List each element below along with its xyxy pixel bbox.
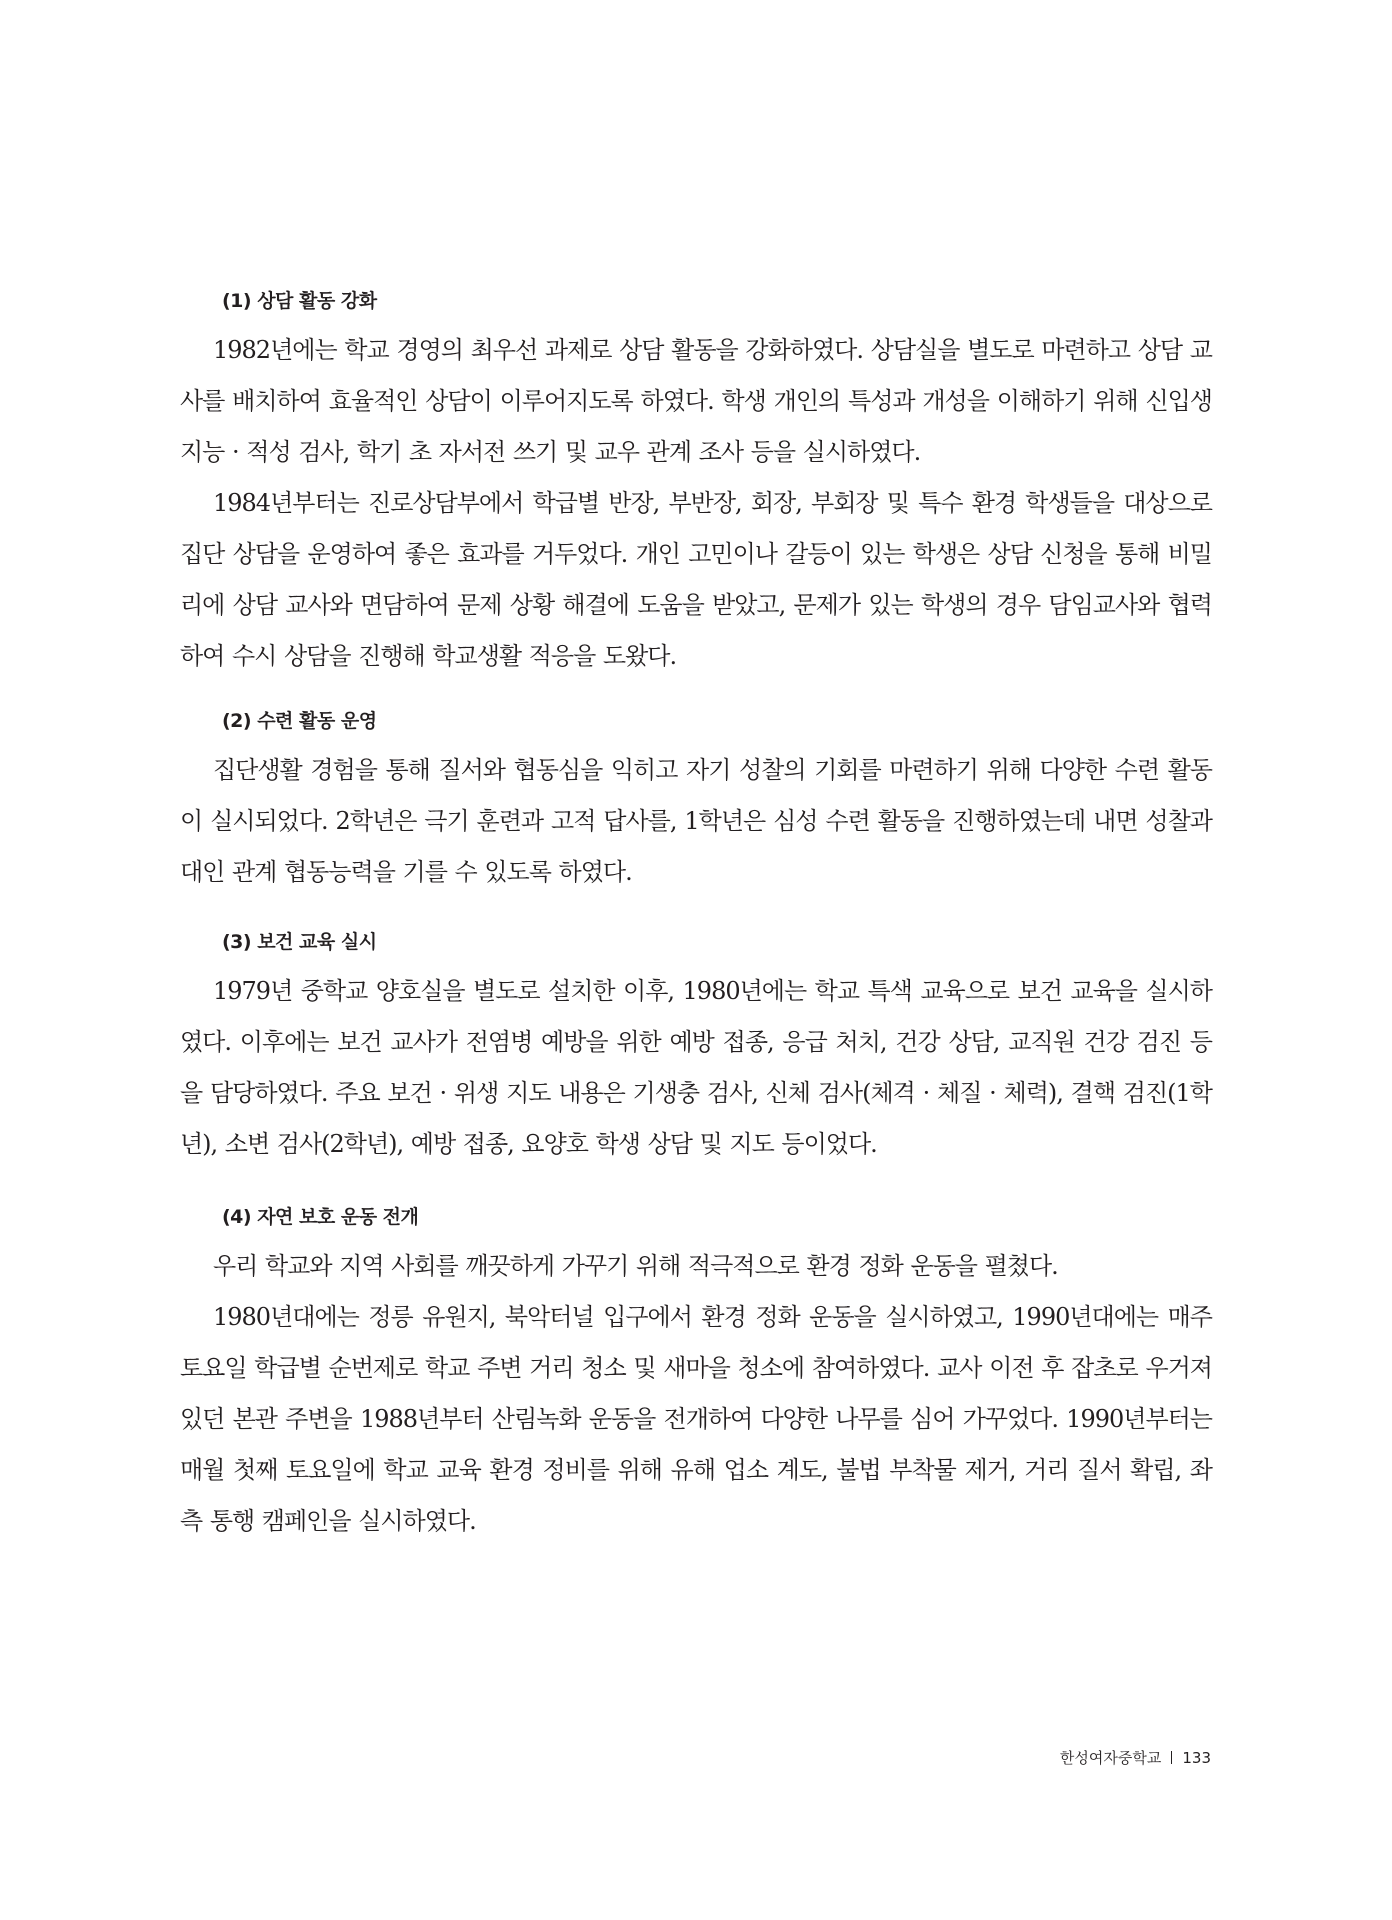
- section-nature-protection: [180, 1205, 1212, 1547]
- section-paragraph: 우리 학교와 지역 사회를 깨끗하게 가꾸기 위해 적극적으로 환경 정화 운동을 펼쳤다.: [213, 1252, 1058, 1280]
- section-health-education: [180, 930, 1212, 1170]
- section-paragraph: 1982년에는 학교 경영의 최우선 과제로 상담 활동을 강화하였다. 상담실을 별도로 마련하고 상담 교사를 배치하여 효율적인 상담이 이루어지도록 하였다. 학생 개인의 특성과 개성을 이해하기 위해 신입생 지능 · 적성 검사, 학기 초 자서전 쓰기 및 교우 관계 조사 등을 실시하였다.: [180, 336, 1212, 466]
- footer-school-name: 한성여자중학교: [1059, 1749, 1162, 1767]
- section-paragraph: 1980년대에는 정릉 유원지, 북악터널 입구에서 환경 정화 운동을 실시하였고, 1990년대에는 매주 토요일 학급별 순번제로 학교 주변 거리 청소 및 새마을 청소에 참여하였다. 교사 이전 후 잡초로 우거져 있던 본관 주변을 1988년부터 산림녹화 운동을 전개하여 다양한 나무를 심어 가꾸었다. 1990년부터는 매월 첫째 토요일에 학교 교육 환경 정비를 위해 유해 업소 계도, 불법 부착물 제거, 거리 질서 확립, 좌측 통행 캠페인을 실시하였다.: [180, 1303, 1212, 1535]
- section-training: [180, 709, 1212, 898]
- footer-divider: [1171, 1751, 1172, 1764]
- page-footer: [1060, 1748, 1211, 1768]
- section-paragraph: 1979년 중학교 양호실을 별도로 설치한 이후, 1980년에는 학교 특색 교육으로 보건 교육을 실시하였다. 이후에는 보건 교사가 전염병 예방을 위한 예방 접종, 응급 처치, 건강 상담, 교직원 건강 검진 등을 담당하였다. 주요 보건 · 위생 지도 내용은 기생충 검사, 신체 검사(체격 · 체질 · 체력), 결핵 검진(1학년), 소변 검사(2학년), 예방 접종, 요양호 학생 상담 및 지도 등이었다.: [180, 977, 1212, 1158]
- section-paragraph: 집단생활 경험을 통해 질서와 협동심을 익히고 자기 성찰의 기회를 마련하기 위해 다양한 수련 활동이 실시되었다. 2학년은 극기 훈련과 고적 답사를, 1학년은 심성 수련 활동을 진행하였는데 내면 성찰과 대인 관계 협동능력을 기를 수 있도록 하였다.: [180, 756, 1212, 886]
- section-heading: (3) 보건 교육 실시: [222, 931, 377, 953]
- section-heading: (4) 자연 보호 운동 전개: [222, 1206, 419, 1228]
- page-number: 133: [1182, 1749, 1211, 1767]
- section-heading: (1) 상담 활동 강화: [222, 290, 377, 312]
- section-paragraph: 1984년부터는 진로상담부에서 학급별 반장, 부반장, 회장, 부회장 및 특수 환경 학생들을 대상으로 집단 상담을 운영하여 좋은 효과를 거두었다. 개인 고민이나 갈등이 있는 학생은 상담 신청을 통해 비밀리에 상담 교사와 면담하여 문제 상황 해결에 도움을 받았고, 문제가 있는 학생의 경우 담임교사와 협력하여 수시 상담을 진행해 학교생활 적응을 도왔다.: [180, 489, 1212, 670]
- section-heading: (2) 수련 활동 운영: [222, 710, 377, 732]
- section-counseling: [180, 289, 1212, 682]
